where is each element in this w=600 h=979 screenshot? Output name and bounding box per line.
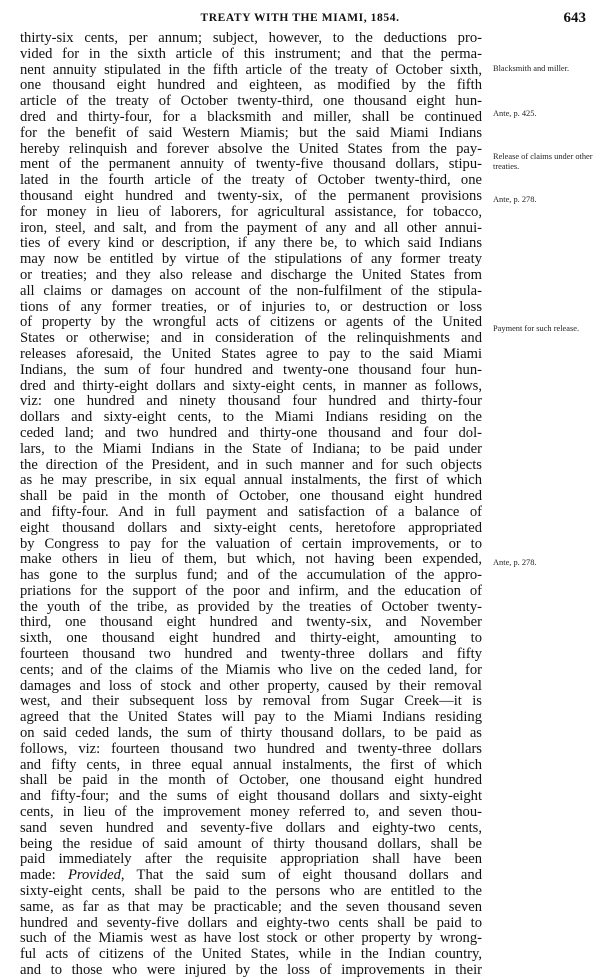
text-line: iron, steel, and salt, and from the payment of any and all other annui- bbox=[20, 220, 482, 236]
margin-note-payment: Payment for such release. bbox=[493, 324, 580, 333]
text-line: one thousand eight hundred and eighteen, as modified by the fifth bbox=[20, 78, 482, 94]
margin-note-blacksmith: Blacksmith and miller. bbox=[493, 64, 570, 73]
page-number: 643 bbox=[563, 10, 586, 26]
text-line: the youth of the tribe, as provided by the treaties of October twenty- bbox=[20, 599, 482, 615]
text-line: and fifty-four; and the sums of eight thousand dollars and sixty-eight bbox=[20, 789, 482, 805]
text-line: such of the Miamis west as have lost stock or other property by wrong- bbox=[20, 931, 482, 947]
text-segment: , That the said sum of eight thousand dollars and bbox=[120, 868, 482, 884]
text-line: eight thousand dollars and sixty-eight cents, heretofore appropriated bbox=[20, 520, 482, 536]
text-line: on said ceded lands, the sum of thirty thousand dollars, to be paid as bbox=[20, 726, 482, 742]
text-line: releases aforesaid, the United States agree to pay to the said Miami bbox=[20, 346, 482, 362]
text-line: vided for in the sixth article of this instrument; and that the perma- bbox=[20, 46, 482, 62]
text-line: and fifty cents, in three equal annual instalments, the first of which bbox=[20, 757, 482, 773]
text-line: agreed that the United States will pay to the Miami Indians residing bbox=[20, 710, 482, 726]
text-line: States or otherwise; and in consideration of the relinquishments and bbox=[20, 331, 482, 347]
text-line: the direction of the President, and in such manner and for such objects bbox=[20, 457, 482, 473]
text-line: follows, viz: fourteen thousand two hundred and twenty-three dollars bbox=[20, 741, 482, 757]
text-line: by Congress to pay for the valuation of certain improvements, or to bbox=[20, 536, 482, 552]
text-line: thirty-six cents, per annum; subject, however, to the deductions pro- bbox=[20, 31, 482, 46]
text-line: sixty-eight cents, shall be paid to the persons who are entitled to the bbox=[20, 884, 482, 900]
text-line: ful acts of citizens of the United States, while in the Indian country, bbox=[20, 947, 482, 963]
text-line: dollars and sixty-eight cents, to the Miami Indians residing on the bbox=[20, 410, 482, 426]
margin-note-ante-425: Ante, p. 425. bbox=[493, 109, 537, 118]
text-line: has gone to the surplus fund; and of the accumulation of the appro- bbox=[20, 568, 482, 584]
text-line: cents, in lieu of the improvement money referred to, and seven thou- bbox=[20, 805, 482, 821]
text-line: thousand eight hundred and twenty-six, of the permanent provisions bbox=[20, 188, 482, 204]
text-line: paid immediately after the requisite appropriation shall have been bbox=[20, 852, 482, 868]
text-line: article of the treaty of October twenty-third, one thousand eight hun- bbox=[20, 94, 482, 110]
running-header bbox=[0, 10, 600, 28]
header-title: TREATY WITH THE MIAMI, 1854. bbox=[200, 12, 400, 24]
text-line: west, and their subsequent loss by removal from Sugar Creek—it is bbox=[20, 694, 482, 710]
text-line: of property by the wrongful acts of citizens or agents of the United bbox=[20, 315, 482, 331]
text-line: damages and loss of stock and other property, caused by their removal bbox=[20, 678, 482, 694]
text-line: same, as far as that may be practicable; and the seven thousand seven bbox=[20, 899, 482, 915]
text-line: Indians, the sum of four hundred and twenty-one thousand four hun- bbox=[20, 362, 482, 378]
text-line: dred and thirty-four, for a blacksmith and miller, shall be continued bbox=[20, 109, 482, 125]
text-line: sand seven hundred and seventy-five dollars and eighty-two cents, bbox=[20, 820, 482, 836]
margin-note-release-of-claims: Release of claims under other treaties. bbox=[493, 152, 593, 171]
text-line: fourteen thousand two hundred and twenty-three dollars and fifty bbox=[20, 647, 482, 663]
treaty-body-text bbox=[20, 31, 482, 979]
text-line-provided bbox=[20, 868, 482, 884]
text-line: or treaties; and they also release and discharge the United States from bbox=[20, 267, 482, 283]
text-segment: made: bbox=[20, 868, 68, 884]
text-line: shall be paid in the month of October, one thousand eight hundred bbox=[20, 489, 482, 505]
text-line: viz: one hundred and ninety thousand four hundred and thirty-four bbox=[20, 394, 482, 410]
text-line: ties of every kind or description, if any there be, to which said Indians bbox=[20, 236, 482, 252]
text-line: third, one thousand eight hundred and twenty-six, and November bbox=[20, 615, 482, 631]
text-line: all claims or damages on account of the non-fulfilment of the stipula- bbox=[20, 283, 482, 299]
italic-provided: Provided bbox=[67, 868, 121, 884]
text-line: hereby relinquish and forever absolve the United States from the pay- bbox=[20, 141, 482, 157]
text-line: being the residue of said amount of thirty thousand dollars, shall be bbox=[20, 836, 482, 852]
text-line: make others in lieu of them, but which, not having been expended, bbox=[20, 552, 482, 568]
text-line: hundred and seventy-five dollars and eighty-two cents shall be paid to bbox=[20, 915, 482, 931]
margin-note-ante-278-b: Ante, p. 278. bbox=[493, 558, 537, 567]
text-line: for the benefit of said Western Miamis; but the said Miami Indians bbox=[20, 125, 482, 141]
text-line: and fifty-four. And in full payment and satisfaction of a balance of bbox=[20, 504, 482, 520]
text-line: nent annuity stipulated in the fifth article of the treaty of October sixth, bbox=[20, 62, 482, 78]
text-line: ment of the permanent annuity of twenty-five thousand dollars, stipu- bbox=[20, 157, 482, 173]
text-line: ceded land; and two hundred and thirty-one thousand and four dol- bbox=[20, 425, 482, 441]
text-line: lated in the fourth article of the treaty of October twenty-third, one bbox=[20, 173, 482, 189]
text-line: cents; and of the claims of the Miamis who live on the ceded land, for bbox=[20, 662, 482, 678]
text-line: and to those who were injured by the loss of improvements in their bbox=[20, 963, 482, 979]
text-line: as he may prescribe, in six equal annual instalments, the first of which bbox=[20, 473, 482, 489]
text-line: priations for the support of the poor and infirm, and the education of bbox=[20, 583, 482, 599]
text-line: sixth, one thousand eight hundred and thirty-eight, amounting to bbox=[20, 631, 482, 647]
text-line: for money in lieu of laborers, for agricultural assistance, for tobacco, bbox=[20, 204, 482, 220]
text-line: tions of any former treaties, or of injuries to, or destruction or loss bbox=[20, 299, 482, 315]
text-line: shall be paid in the month of October, one thousand eight hundred bbox=[20, 773, 482, 789]
text-line: may now be entitled by virtue of the stipulations of any former treaty bbox=[20, 252, 482, 268]
text-line: dred and thirty-eight dollars and sixty-eight cents, in manner as follows, bbox=[20, 378, 482, 394]
text-line: lars, to the Miami Indians in the State of Indiana; to be paid under bbox=[20, 441, 482, 457]
margin-note-ante-278-a: Ante, p. 278. bbox=[493, 195, 537, 204]
